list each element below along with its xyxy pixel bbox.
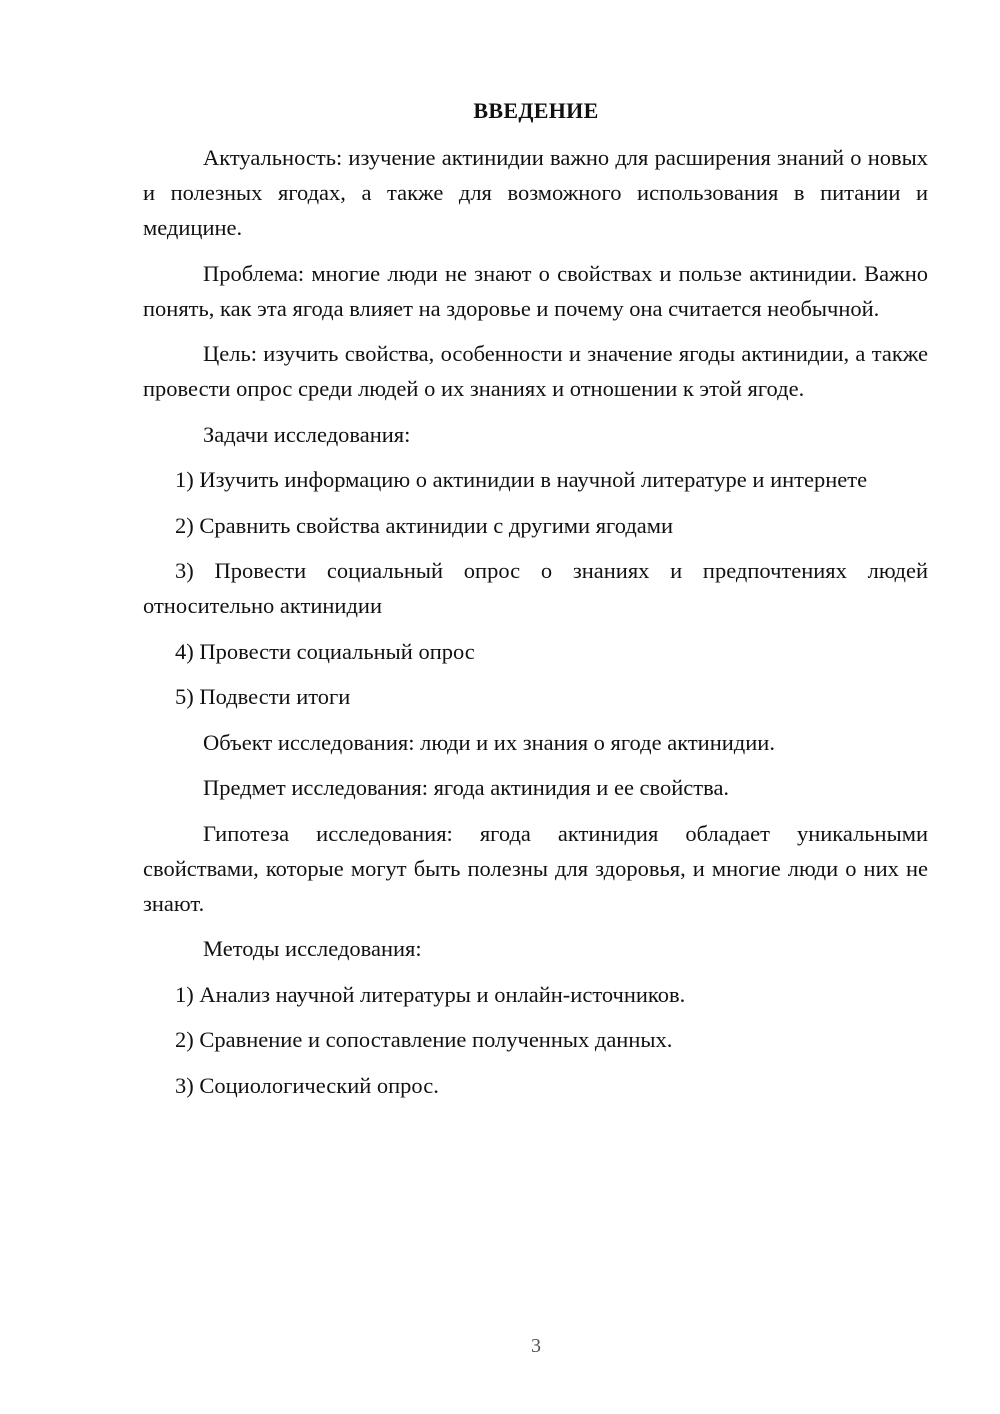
task-item: 1) Изучить информацию о актинидии в научной литературе и интернете <box>175 467 868 492</box>
goal-paragraph: Цель: изучить свойства, особенности и значение ягоды актинидии, а также провести опрос среди людей о их знаниях и отношении к этой ягоде. <box>143 341 928 401</box>
task-item: 4) Провести социальный опрос <box>175 638 475 664</box>
page-number: 3 <box>531 1335 541 1357</box>
task-item: 2) Сравнить свойства актинидии с другими ягодами <box>175 512 674 538</box>
methods-heading: Методы исследования: <box>203 936 422 961</box>
relevance-paragraph: Актуальность: изучение актинидии важно для расширения знаний о новых и полезных ягодах, а также для возможного использования в питании и медицине. <box>143 145 928 240</box>
tasks-heading: Задачи исследования: <box>203 421 411 447</box>
object-paragraph: Объект исследования: люди и их знания о ягоде актинидии. <box>203 729 775 755</box>
task-item: 5) Подвести итоги <box>175 684 351 709</box>
method-item: 2) Сравнение и сопоставление полученных данных. <box>175 1027 673 1052</box>
method-item: 1) Анализ научной литературы и онлайн-источников. <box>175 981 686 1007</box>
task-item: 3) Провести социальный опрос о знаниях и предпочтениях людей относительно актинидии <box>143 558 928 618</box>
document-body <box>143 140 928 1113</box>
hypothesis-paragraph: Гипотеза исследования: ягода актинидия обладает уникальными свойствами, которые могут быть полезны для здоровья, и многие люди о них не знают. <box>143 820 928 916</box>
subject-paragraph: Предмет исследования: ягода актинидия и ее свойства. <box>203 775 730 800</box>
section-title: ВВЕДЕНИЕ <box>473 98 599 123</box>
problem-paragraph: Проблема: многие люди не знают о свойствах и пользе актинидии. Важно понять, как эта ягода влияет на здоровье и почему она считается необычной. <box>143 260 928 321</box>
method-item: 3) Социологический опрос. <box>175 1072 439 1098</box>
